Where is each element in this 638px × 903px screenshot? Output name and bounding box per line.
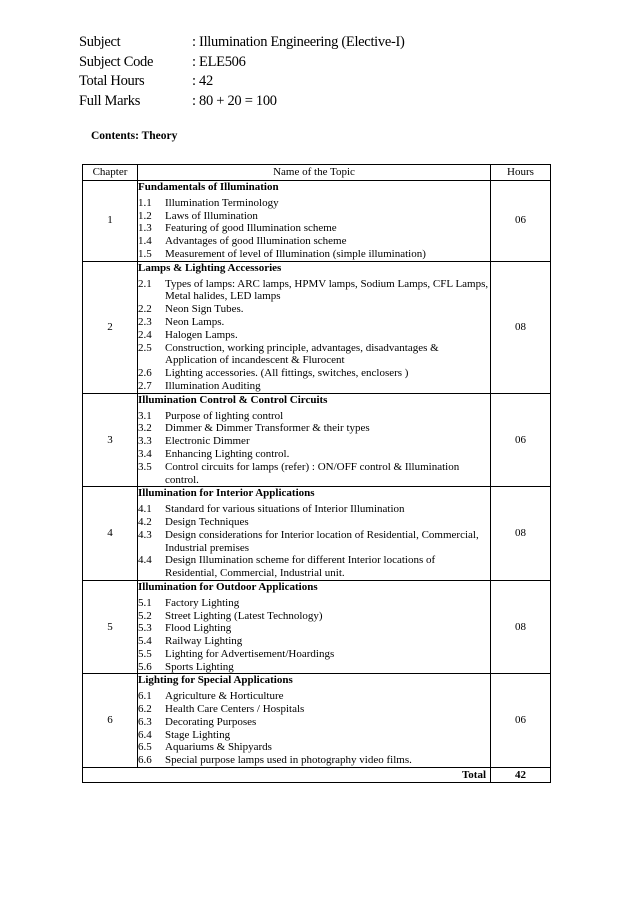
topic-item-text: Design Illumination scheme for different Interior locations of Residential, Commercial, Industrial unit. xyxy=(165,554,436,580)
topic-item-text: Flood Lighting xyxy=(165,622,232,635)
topic-item xyxy=(138,741,490,754)
chapter-title: Illumination Control & Control Circuits xyxy=(138,393,328,406)
topic-item-number: 2.5 xyxy=(138,341,152,354)
chapter-title: Lamps & Lighting Accessories xyxy=(138,261,282,274)
topic-item xyxy=(138,754,490,767)
full-marks-label: Full Marks xyxy=(79,93,141,110)
subject-info xyxy=(79,33,405,111)
topic-item-number: 3.5 xyxy=(138,460,152,473)
topic-item-text: Health Care Centers / Hospitals xyxy=(165,703,305,716)
chapter-hours: 06 xyxy=(491,181,551,262)
topic-item-text: Halogen Lamps. xyxy=(165,328,238,341)
topic-item-text: Types of lamps: ARC lamps, HPMV lamps, Sodium Lamps, CFL Lamps, Metal halides, LED lamps xyxy=(165,277,489,303)
topic-item-number: 1.5 xyxy=(138,247,152,260)
topic-item-number: 5.2 xyxy=(138,609,152,622)
topic-item xyxy=(138,597,490,610)
topic-item-number: 3.4 xyxy=(138,447,152,460)
topic-item-number: 2.3 xyxy=(138,315,152,328)
topic-item xyxy=(138,222,490,235)
total-hours-value: : 42 xyxy=(192,73,213,90)
topic-item xyxy=(138,516,490,529)
topic-item xyxy=(138,622,490,635)
topic-item-text: Design considerations for Interior location of Residential, Commercial, Industrial premises xyxy=(165,528,479,554)
topic-item-number: 2.6 xyxy=(138,367,152,380)
table-header-row xyxy=(83,165,551,181)
topic-item-text: Decorating Purposes xyxy=(165,715,257,728)
topic-item-number: 4.2 xyxy=(138,515,152,528)
topic-item-number: 6.5 xyxy=(138,741,152,754)
chapter-title: Lighting for Special Applications xyxy=(138,674,293,687)
topic-item-text: Control circuits for lamps (refer) : ON/OFF control & Illumination control. xyxy=(165,460,460,486)
topic-item xyxy=(138,235,490,248)
topic-item-number: 2.2 xyxy=(138,303,152,316)
topic-item-number: 3.2 xyxy=(138,422,152,435)
chapter-number: 2 xyxy=(83,261,138,393)
hours-column-header: Hours xyxy=(491,165,551,181)
subject-label: Subject xyxy=(79,34,121,51)
table-row xyxy=(83,487,551,581)
topic-cell xyxy=(138,181,491,262)
topic-cell xyxy=(138,393,491,487)
topic-item-text: Construction, working principle, advantages, disadvantages & Application of incandescent & Flurocent xyxy=(165,341,439,367)
topic-item-number: 1.3 xyxy=(138,222,152,235)
total-label: Total xyxy=(83,768,491,783)
chapter-number: 5 xyxy=(83,580,138,674)
topic-cell xyxy=(138,261,491,393)
topic-item-number: 5.5 xyxy=(138,647,152,660)
topic-item-text: Lighting for Advertisement/Hoardings xyxy=(165,647,335,660)
chapter-number: 4 xyxy=(83,487,138,581)
topic-item-text: Illumination Auditing xyxy=(165,379,261,392)
chapter-hours: 08 xyxy=(491,487,551,581)
chapter-hours: 08 xyxy=(491,580,551,674)
topic-item xyxy=(138,610,490,623)
table-row xyxy=(83,261,551,393)
total-row xyxy=(83,768,551,783)
topic-item xyxy=(138,635,490,648)
topic-item-number: 6.4 xyxy=(138,728,152,741)
topic-item xyxy=(138,303,490,316)
topic-item xyxy=(138,648,490,661)
topic-item xyxy=(138,380,490,393)
topic-item-text: Featuring of good Illumination scheme xyxy=(165,222,337,235)
topic-item-text: Advantages of good Illumination scheme xyxy=(165,235,347,248)
total-hours-row xyxy=(79,72,405,92)
chapter-title: Illumination for Outdoor Applications xyxy=(138,580,318,593)
total-hours: 42 xyxy=(491,768,551,783)
topic-item xyxy=(138,554,490,580)
subject-value: : Illumination Engineering (Elective-I) xyxy=(192,34,405,51)
topic-item xyxy=(138,410,490,423)
chapter-column-header: Chapter xyxy=(83,165,138,181)
topic-item xyxy=(138,448,490,461)
topic-item xyxy=(138,661,490,674)
chapter-hours: 06 xyxy=(491,674,551,768)
topic-item-number: 6.2 xyxy=(138,703,152,716)
topic-item xyxy=(138,316,490,329)
topic-cell xyxy=(138,674,491,768)
topic-item-text: Stage Lighting xyxy=(165,728,231,741)
chapter-title: Fundamentals of Illumination xyxy=(138,181,279,193)
chapter-number: 1 xyxy=(83,181,138,262)
chapter-title: Illumination for Interior Applications xyxy=(138,487,315,500)
topic-item xyxy=(138,329,490,342)
topic-item-number: 3.1 xyxy=(138,409,152,422)
topic-item-text: Special purpose lamps used in photography video films. xyxy=(165,754,412,767)
chapter-hours: 06 xyxy=(491,393,551,487)
topic-item xyxy=(138,278,490,304)
syllabus-table xyxy=(82,164,551,783)
topic-item-number: 2.4 xyxy=(138,328,152,341)
topic-item xyxy=(138,342,490,368)
topic-item xyxy=(138,367,490,380)
topic-column-header: Name of the Topic xyxy=(138,165,491,181)
full-marks-value: : 80 + 20 = 100 xyxy=(192,93,277,110)
topic-item xyxy=(138,248,490,261)
topic-item xyxy=(138,503,490,516)
full-marks-row xyxy=(79,92,405,112)
topic-item-number: 5.4 xyxy=(138,635,152,648)
topic-item-number: 5.3 xyxy=(138,622,152,635)
topic-item-text: Laws of Illumination xyxy=(165,209,258,222)
topic-item-text: Neon Lamps. xyxy=(165,315,225,328)
topic-item xyxy=(138,197,490,210)
topic-item-text: Neon Sign Tubes. xyxy=(165,303,244,316)
chapter-hours: 08 xyxy=(491,261,551,393)
table-body xyxy=(83,181,551,768)
topic-item-number: 2.7 xyxy=(138,379,152,392)
topic-item-number: 1.2 xyxy=(138,209,152,222)
topic-item xyxy=(138,422,490,435)
topic-item-number: 1.1 xyxy=(138,196,152,209)
topic-item xyxy=(138,716,490,729)
topic-item-text: Agriculture & Horticulture xyxy=(165,690,284,703)
topic-item-text: Purpose of lighting control xyxy=(165,409,284,422)
topic-item-number: 4.1 xyxy=(138,503,152,516)
topic-item xyxy=(138,690,490,703)
topic-item-number: 3.3 xyxy=(138,435,152,448)
topic-item-number: 4.3 xyxy=(138,528,152,541)
topic-item-number: 2.1 xyxy=(138,277,152,290)
table-row xyxy=(83,393,551,487)
topic-item-text: Railway Lighting xyxy=(165,635,243,648)
topic-cell xyxy=(138,580,491,674)
topic-item xyxy=(138,210,490,223)
topic-item-text: Dimmer & Dimmer Transformer & their types xyxy=(165,422,370,435)
topic-item-text: Sports Lighting xyxy=(165,660,234,673)
topic-item-number: 5.1 xyxy=(138,596,152,609)
table-row xyxy=(83,674,551,768)
topic-item-text: Electronic Dimmer xyxy=(165,435,250,448)
subject-row xyxy=(79,33,405,53)
topic-item-text: Street Lighting (Latest Technology) xyxy=(165,609,323,622)
topic-item-text: Standard for various situations of Interior Illumination xyxy=(165,503,405,516)
topic-item-text: Factory Lighting xyxy=(165,596,240,609)
table-row xyxy=(83,181,551,262)
topic-cell xyxy=(138,487,491,581)
topic-item xyxy=(138,461,490,487)
topic-item xyxy=(138,435,490,448)
topic-item-number: 6.3 xyxy=(138,715,152,728)
chapter-number: 6 xyxy=(83,674,138,768)
topic-item-number: 6.6 xyxy=(138,754,152,767)
topic-item xyxy=(138,703,490,716)
topic-item-number: 6.1 xyxy=(138,690,152,703)
topic-item-number: 1.4 xyxy=(138,235,152,248)
chapter-number: 3 xyxy=(83,393,138,487)
table-row xyxy=(83,580,551,674)
topic-item-text: Measurement of level of Illumination (simple illumination) xyxy=(165,247,426,260)
topic-item-text: Aquariums & Shipyards xyxy=(165,741,272,754)
topic-item-text: Design Techniques xyxy=(165,515,249,528)
contents-heading: Contents: Theory xyxy=(91,130,178,142)
total-hours-label: Total Hours xyxy=(79,73,145,90)
topic-item xyxy=(138,729,490,742)
subject-code-row xyxy=(79,53,405,73)
topic-item-number: 4.4 xyxy=(138,554,152,567)
topic-item-number: 5.6 xyxy=(138,660,152,673)
topic-item-text: Lighting accessories. (All fittings, switches, enclosers ) xyxy=(165,367,409,380)
subject-code-label: Subject Code xyxy=(79,53,154,70)
topic-item-text: Enhancing Lighting control. xyxy=(165,447,290,460)
topic-item xyxy=(138,529,490,555)
subject-code-value: : ELE506 xyxy=(192,53,246,70)
topic-item-text: Illumination Terminology xyxy=(165,196,279,209)
